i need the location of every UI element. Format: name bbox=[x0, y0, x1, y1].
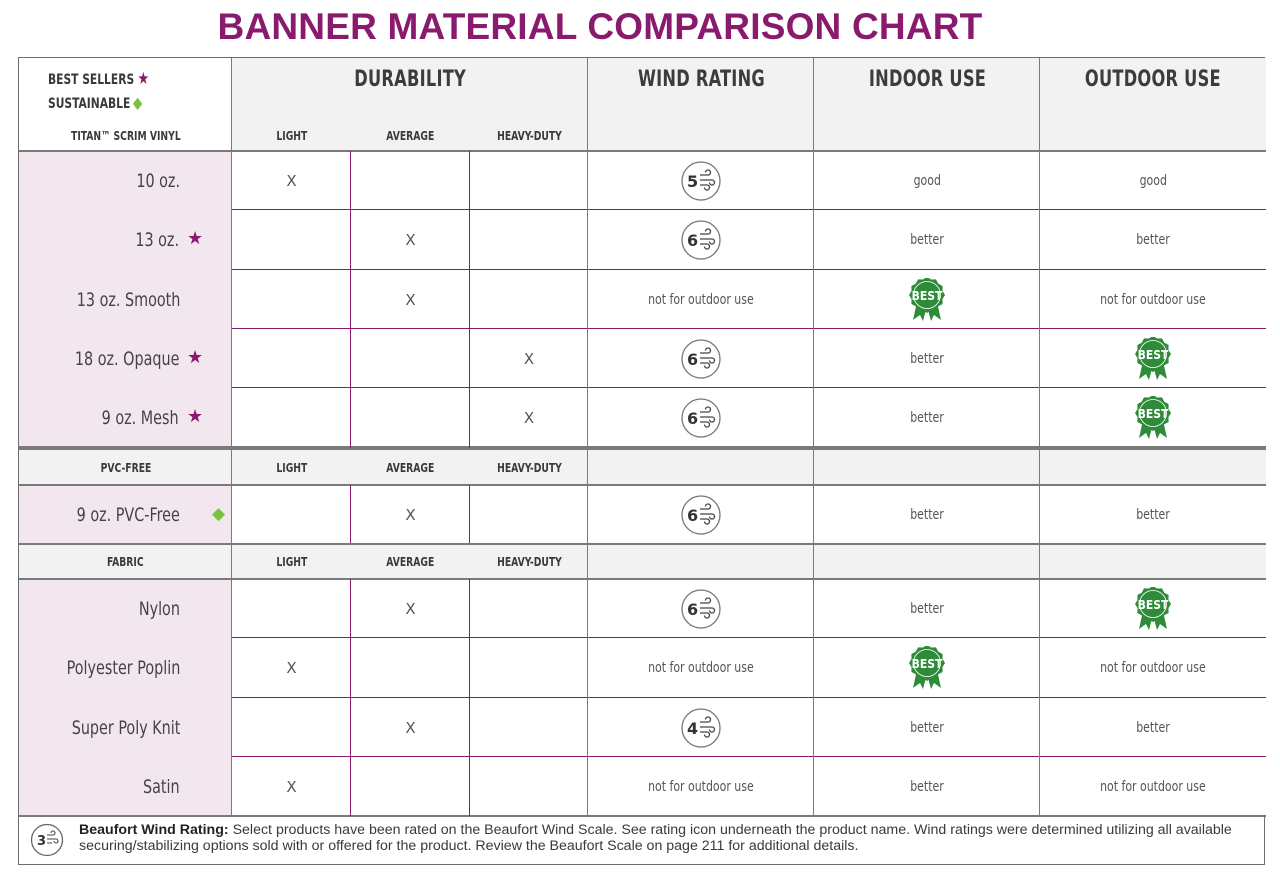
best-seller-star-icon: ★ bbox=[187, 346, 204, 367]
durability-subheader-cell bbox=[232, 449, 351, 485]
indoor-use-value: better bbox=[910, 778, 944, 795]
wind-rating-header-cell bbox=[588, 64, 814, 94]
outdoor-use-cell bbox=[1040, 579, 1266, 638]
footnote-bold: Beaufort Wind Rating: bbox=[79, 822, 229, 838]
outdoor-use-cell bbox=[1040, 151, 1266, 210]
wind-rating-cell bbox=[588, 329, 814, 388]
durability-cell bbox=[470, 329, 588, 388]
best-seller-star-icon: ★ bbox=[187, 228, 204, 248]
wind-rating-header: WIND RATING bbox=[637, 66, 765, 92]
product-name-cell bbox=[19, 151, 232, 210]
column-divider bbox=[231, 58, 232, 816]
product-name: 9 oz. PVC-Free bbox=[76, 503, 180, 526]
wind-rating-icon bbox=[680, 397, 722, 439]
product-name-cell bbox=[19, 638, 232, 698]
best-badge-icon bbox=[1133, 587, 1173, 631]
durability-heavy-duty-label: HEAVY-DUTY bbox=[496, 128, 562, 143]
durability-mark: X bbox=[523, 408, 535, 427]
section-header-cell bbox=[19, 120, 232, 151]
wind-rating-cell bbox=[588, 270, 814, 329]
outdoor-use-cell bbox=[1040, 638, 1266, 698]
durability-subheader-cell bbox=[351, 449, 470, 485]
row-divider bbox=[19, 150, 1266, 152]
wind-rating-cell bbox=[588, 485, 814, 544]
durability-subheader-cell bbox=[351, 544, 470, 579]
durability-cell bbox=[351, 757, 470, 816]
durability-cell bbox=[470, 388, 588, 447]
durability-cell bbox=[232, 151, 351, 210]
durability-light-label: LIGHT bbox=[276, 128, 307, 143]
indoor-use-value: better bbox=[910, 350, 944, 367]
outdoor-use-header: OUTDOOR USE bbox=[1085, 66, 1221, 92]
durability-mark: X bbox=[523, 349, 535, 368]
product-name: 9 oz. Mesh bbox=[102, 406, 179, 429]
footnote-icon-number: 3 bbox=[37, 834, 47, 849]
durability-cell bbox=[232, 485, 351, 544]
wind-rating-text: not for outdoor use bbox=[648, 291, 754, 308]
section-header-cell bbox=[19, 449, 232, 485]
best-badge-text: BEST bbox=[1137, 347, 1169, 362]
outdoor-use-value: better bbox=[1136, 232, 1170, 248]
durability-heavy-duty-label: HEAVY-DUTY bbox=[496, 554, 562, 569]
outdoor-use-value: better bbox=[1136, 506, 1170, 523]
column-divider bbox=[469, 579, 470, 816]
product-name: 10 oz. bbox=[136, 169, 180, 192]
durability-mark: X bbox=[286, 659, 297, 677]
column-divider bbox=[587, 58, 588, 816]
footnote-text bbox=[79, 822, 1249, 854]
durability-cell bbox=[470, 270, 588, 329]
outdoor-use-value: good bbox=[1139, 172, 1167, 189]
wind-rating-cell bbox=[588, 638, 814, 698]
durability-average-label: AVERAGE bbox=[386, 128, 435, 143]
durability-mark: X bbox=[405, 290, 416, 309]
durability-cell bbox=[232, 698, 351, 757]
outdoor-use-value: not for outdoor use bbox=[1100, 660, 1206, 676]
product-name-cell bbox=[19, 698, 232, 757]
row-divider bbox=[19, 543, 1266, 545]
column-divider bbox=[350, 151, 351, 448]
wind-rating-number: 4 bbox=[687, 718, 699, 738]
durability-mark: X bbox=[286, 171, 297, 190]
durability-cell bbox=[470, 757, 588, 816]
durability-cell bbox=[351, 485, 470, 544]
outdoor-use-cell bbox=[1040, 388, 1266, 447]
wind-rating-number: 6 bbox=[687, 599, 699, 619]
indoor-use-cell bbox=[814, 388, 1040, 447]
indoor-use-cell bbox=[814, 329, 1040, 388]
durability-cell bbox=[470, 151, 588, 210]
outdoor-use-cell bbox=[1040, 757, 1266, 816]
wind-rating-number: 6 bbox=[687, 349, 699, 369]
durability-cell bbox=[232, 757, 351, 816]
comparison-table bbox=[18, 57, 1265, 815]
star-icon: ★ bbox=[137, 69, 150, 89]
best-badge-text: BEST bbox=[911, 657, 943, 671]
durability-cell bbox=[351, 210, 470, 270]
product-name: 13 oz. bbox=[135, 229, 179, 251]
wind-rating-number: 6 bbox=[687, 408, 699, 428]
wind-rating-text: not for outdoor use bbox=[648, 778, 754, 795]
column-divider bbox=[469, 485, 470, 543]
indoor-use-cell bbox=[814, 270, 1040, 329]
wind-rating-cell bbox=[588, 757, 814, 816]
durability-cell bbox=[351, 638, 470, 698]
product-name: Polyester Poplin bbox=[66, 657, 180, 679]
product-name-cell bbox=[19, 579, 232, 638]
footnote-body: Select products have been rated on the Beaufort Wind Scale. See rating icon underneath the product name. Wind ratings were determined utilizing all available securing/stabilizing options sold with or offered for the product. Review the Beaufort Scale on page 211 for additional details. bbox=[79, 822, 1232, 854]
best-badge-icon bbox=[1133, 396, 1173, 440]
legend-best-sellers bbox=[48, 69, 149, 89]
durability-cell bbox=[232, 638, 351, 698]
wind-rating-cell bbox=[588, 210, 814, 270]
durability-heavy-duty-label: HEAVY-DUTY bbox=[496, 459, 562, 475]
product-name-cell bbox=[19, 757, 232, 816]
indoor-use-cell bbox=[814, 579, 1040, 638]
column-divider bbox=[1039, 58, 1040, 816]
durability-subheader-cell bbox=[232, 120, 351, 151]
durability-cell bbox=[470, 485, 588, 544]
indoor-use-value: better bbox=[910, 600, 944, 617]
indoor-use-header-cell bbox=[814, 64, 1040, 94]
best-badge-icon bbox=[1133, 337, 1173, 381]
durability-subheader-cell bbox=[232, 544, 351, 579]
best-badge-text: BEST bbox=[911, 288, 943, 303]
section-name: FABRIC bbox=[107, 554, 144, 569]
wind-rating-number: 6 bbox=[687, 505, 699, 525]
indoor-use-value: good bbox=[913, 172, 941, 189]
wind-rating-cell bbox=[588, 151, 814, 210]
legend-best-sellers-label: BEST SELLERS bbox=[48, 72, 135, 88]
durability-mark: X bbox=[286, 777, 297, 796]
product-name-cell bbox=[19, 270, 232, 329]
durability-mark: X bbox=[405, 718, 416, 737]
durability-mark: X bbox=[405, 599, 416, 618]
durability-cell bbox=[232, 388, 351, 447]
durability-cell bbox=[351, 329, 470, 388]
durability-cell bbox=[232, 329, 351, 388]
indoor-use-header: INDOOR USE bbox=[868, 66, 986, 92]
outdoor-use-cell bbox=[1040, 270, 1266, 329]
indoor-use-cell bbox=[814, 698, 1040, 757]
product-name: Nylon bbox=[138, 597, 180, 620]
outdoor-use-header-cell bbox=[1040, 64, 1266, 94]
outdoor-use-value: not for outdoor use bbox=[1100, 778, 1206, 795]
durability-cell bbox=[470, 210, 588, 270]
outdoor-use-cell bbox=[1040, 329, 1266, 388]
section-header-filler bbox=[588, 544, 1266, 579]
durability-cell bbox=[470, 698, 588, 757]
outdoor-use-value: better bbox=[1136, 719, 1170, 736]
wind-rating-icon bbox=[30, 823, 64, 857]
outdoor-use-cell bbox=[1040, 485, 1266, 544]
indoor-use-value: better bbox=[910, 232, 944, 248]
durability-cell bbox=[232, 210, 351, 270]
row-divider bbox=[19, 484, 1266, 486]
wind-rating-cell bbox=[588, 698, 814, 757]
indoor-use-cell bbox=[814, 485, 1040, 544]
product-name-cell bbox=[19, 485, 232, 544]
outdoor-use-value: not for outdoor use bbox=[1100, 291, 1206, 308]
column-divider bbox=[350, 579, 351, 816]
best-seller-star-icon: ★ bbox=[187, 405, 204, 426]
durability-cell bbox=[232, 579, 351, 638]
page-title: BANNER MATERIAL COMPARISON CHART bbox=[217, 6, 983, 47]
durability-cell bbox=[351, 151, 470, 210]
best-badge-text: BEST bbox=[1137, 597, 1169, 612]
section-header-filler bbox=[588, 120, 1266, 151]
wind-rating-text: not for outdoor use bbox=[648, 660, 754, 676]
indoor-use-value: better bbox=[910, 719, 944, 736]
durability-cell bbox=[232, 270, 351, 329]
wind-rating-icon bbox=[680, 338, 722, 380]
wind-rating-cell bbox=[588, 579, 814, 638]
product-name: Satin bbox=[143, 775, 180, 798]
durability-subheader-cell bbox=[351, 120, 470, 151]
best-badge-text: BEST bbox=[1137, 406, 1169, 421]
product-name: Super Poly Knit bbox=[71, 716, 180, 739]
indoor-use-cell bbox=[814, 210, 1040, 270]
durability-mark: X bbox=[405, 231, 416, 249]
durability-average-label: AVERAGE bbox=[386, 459, 435, 475]
durability-cell bbox=[351, 579, 470, 638]
section-name: PVC-FREE bbox=[100, 459, 151, 475]
best-badge-icon bbox=[907, 278, 947, 322]
column-divider bbox=[350, 485, 351, 543]
product-name: 18 oz. Opaque bbox=[74, 347, 179, 370]
sustainable-diamond-icon: ◆ bbox=[212, 503, 226, 523]
durability-mark: X bbox=[405, 505, 416, 524]
indoor-use-value: better bbox=[910, 506, 944, 523]
wind-rating-icon bbox=[680, 219, 722, 261]
column-divider bbox=[813, 58, 814, 816]
wind-rating-icon bbox=[680, 588, 722, 630]
legend-sustainable-label: SUSTAINABLE bbox=[48, 96, 131, 112]
footnote bbox=[18, 815, 1265, 865]
row-divider bbox=[19, 448, 1266, 450]
wind-rating-cell bbox=[588, 388, 814, 447]
indoor-use-cell bbox=[814, 757, 1040, 816]
wind-rating-icon bbox=[680, 160, 722, 202]
section-header-filler bbox=[588, 449, 1266, 485]
durability-subheader-cell bbox=[470, 120, 588, 151]
wind-rating-number: 5 bbox=[687, 171, 699, 191]
durability-header-cell bbox=[232, 64, 588, 94]
product-name: 13 oz. Smooth bbox=[76, 288, 180, 311]
durability-subheader-cell bbox=[470, 449, 588, 485]
durability-cell bbox=[351, 270, 470, 329]
outdoor-use-cell bbox=[1040, 698, 1266, 757]
row-divider bbox=[19, 578, 1266, 580]
wind-rating-number: 6 bbox=[687, 231, 699, 250]
section-name: TITAN™ SCRIM VINYL bbox=[70, 128, 181, 143]
durability-cell bbox=[470, 579, 588, 638]
legend-sustainable bbox=[48, 93, 142, 112]
durability-cell bbox=[470, 638, 588, 698]
durability-header: DURABILITY bbox=[354, 66, 466, 92]
outdoor-use-cell bbox=[1040, 210, 1266, 270]
column-divider bbox=[469, 151, 470, 448]
wind-rating-icon bbox=[680, 707, 722, 749]
durability-cell bbox=[351, 388, 470, 447]
durability-light-label: LIGHT bbox=[276, 459, 307, 475]
wind-rating-icon bbox=[680, 494, 722, 536]
indoor-use-cell bbox=[814, 151, 1040, 210]
indoor-use-value: better bbox=[910, 409, 944, 426]
durability-average-label: AVERAGE bbox=[386, 554, 435, 569]
indoor-use-cell bbox=[814, 638, 1040, 698]
durability-light-label: LIGHT bbox=[276, 554, 307, 569]
section-header-cell bbox=[19, 544, 232, 579]
durability-cell bbox=[351, 698, 470, 757]
best-badge-icon bbox=[907, 646, 947, 690]
diamond-icon: ◆ bbox=[132, 93, 143, 112]
durability-subheader-cell bbox=[470, 544, 588, 579]
